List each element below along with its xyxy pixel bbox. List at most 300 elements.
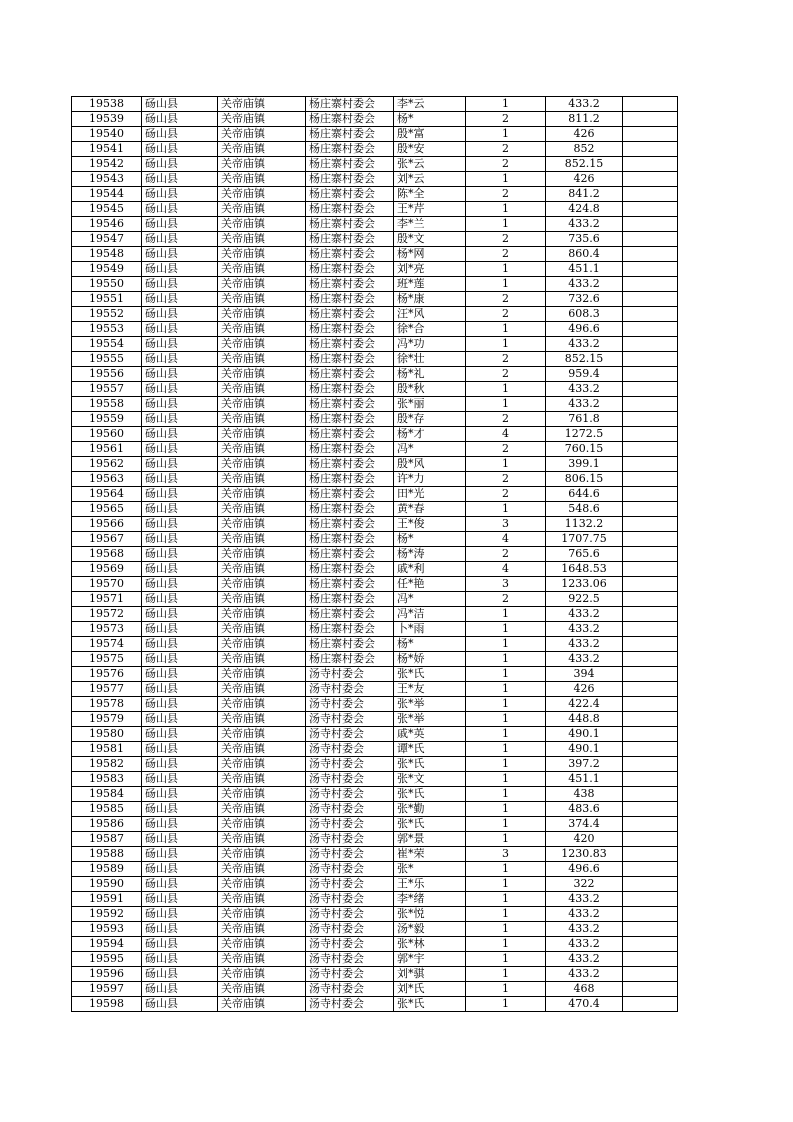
person-count-cell: 2 <box>466 442 546 457</box>
table-row <box>72 637 678 652</box>
name-cell: 冯* <box>394 442 466 457</box>
amount-cell: 496.6 <box>546 322 623 337</box>
person-count-cell: 2 <box>466 292 546 307</box>
person-count-cell: 1 <box>466 892 546 907</box>
person-count-cell: 1 <box>466 337 546 352</box>
town-cell: 关帝庙镇 <box>218 502 306 517</box>
amount-cell: 548.6 <box>546 502 623 517</box>
amount-cell: 426 <box>546 172 623 187</box>
name-cell: 杨*网 <box>394 247 466 262</box>
name-cell: 张*举 <box>394 712 466 727</box>
village-committee-cell: 杨庄寨村委会 <box>306 532 394 547</box>
empty-cell <box>623 997 678 1012</box>
table-row <box>72 397 678 412</box>
amount-cell: 1233.06 <box>546 577 623 592</box>
village-committee-cell: 杨庄寨村委会 <box>306 397 394 412</box>
table-row <box>72 952 678 967</box>
table-row <box>72 472 678 487</box>
record-id-cell: 19580 <box>72 727 142 742</box>
table-row <box>72 322 678 337</box>
name-cell: 杨* <box>394 637 466 652</box>
county-cell: 砀山县 <box>142 502 218 517</box>
record-id-cell: 19541 <box>72 142 142 157</box>
table-row <box>72 457 678 472</box>
town-cell: 关帝庙镇 <box>218 637 306 652</box>
village-committee-cell: 杨庄寨村委会 <box>306 607 394 622</box>
village-committee-cell: 杨庄寨村委会 <box>306 487 394 502</box>
village-committee-cell: 汤寺村委会 <box>306 847 394 862</box>
county-cell: 砀山县 <box>142 382 218 397</box>
village-committee-cell: 杨庄寨村委会 <box>306 187 394 202</box>
county-cell: 砀山县 <box>142 682 218 697</box>
county-cell: 砀山县 <box>142 622 218 637</box>
name-cell: 杨*涛 <box>394 547 466 562</box>
county-cell: 砀山县 <box>142 757 218 772</box>
record-id-cell: 19598 <box>72 997 142 1012</box>
amount-cell: 433.2 <box>546 217 623 232</box>
record-id-cell: 19557 <box>72 382 142 397</box>
county-cell: 砀山县 <box>142 127 218 142</box>
empty-cell <box>623 307 678 322</box>
table-row <box>72 742 678 757</box>
town-cell: 关帝庙镇 <box>218 352 306 367</box>
empty-cell <box>623 517 678 532</box>
village-committee-cell: 杨庄寨村委会 <box>306 367 394 382</box>
amount-cell: 644.6 <box>546 487 623 502</box>
town-cell: 关帝庙镇 <box>218 217 306 232</box>
village-committee-cell: 汤寺村委会 <box>306 697 394 712</box>
person-count-cell: 1 <box>466 787 546 802</box>
town-cell: 关帝庙镇 <box>218 517 306 532</box>
amount-cell: 1707.75 <box>546 532 623 547</box>
town-cell: 关帝庙镇 <box>218 652 306 667</box>
town-cell: 关帝庙镇 <box>218 892 306 907</box>
amount-cell: 397.2 <box>546 757 623 772</box>
village-committee-cell: 汤寺村委会 <box>306 802 394 817</box>
empty-cell <box>623 652 678 667</box>
record-id-cell: 19581 <box>72 742 142 757</box>
empty-cell <box>623 757 678 772</box>
name-cell: 杨*康 <box>394 292 466 307</box>
record-id-cell: 19553 <box>72 322 142 337</box>
empty-cell <box>623 982 678 997</box>
table-row <box>72 607 678 622</box>
village-committee-cell: 杨庄寨村委会 <box>306 382 394 397</box>
amount-cell: 760.15 <box>546 442 623 457</box>
amount-cell: 852.15 <box>546 157 623 172</box>
record-id-cell: 19584 <box>72 787 142 802</box>
county-cell: 砀山县 <box>142 577 218 592</box>
village-committee-cell: 杨庄寨村委会 <box>306 577 394 592</box>
table-row <box>72 352 678 367</box>
county-cell: 砀山县 <box>142 922 218 937</box>
amount-cell: 732.6 <box>546 292 623 307</box>
name-cell: 许*力 <box>394 472 466 487</box>
table-row <box>72 817 678 832</box>
person-count-cell: 1 <box>466 907 546 922</box>
table-row <box>72 232 678 247</box>
name-cell: 张*氏 <box>394 667 466 682</box>
village-committee-cell: 汤寺村委会 <box>306 667 394 682</box>
name-cell: 张*氏 <box>394 817 466 832</box>
table-row <box>72 187 678 202</box>
record-id-cell: 19558 <box>72 397 142 412</box>
table-row <box>72 997 678 1012</box>
county-cell: 砀山县 <box>142 367 218 382</box>
village-committee-cell: 杨庄寨村委会 <box>306 97 394 112</box>
table-row <box>72 292 678 307</box>
person-count-cell: 1 <box>466 637 546 652</box>
person-count-cell: 2 <box>466 352 546 367</box>
amount-cell: 433.2 <box>546 397 623 412</box>
table-row <box>72 757 678 772</box>
record-id-cell: 19596 <box>72 967 142 982</box>
person-count-cell: 2 <box>466 412 546 427</box>
county-cell: 砀山县 <box>142 307 218 322</box>
village-committee-cell: 汤寺村委会 <box>306 787 394 802</box>
county-cell: 砀山县 <box>142 262 218 277</box>
village-committee-cell: 杨庄寨村委会 <box>306 202 394 217</box>
person-count-cell: 4 <box>466 532 546 547</box>
name-cell: 杨* <box>394 532 466 547</box>
name-cell: 刘*骐 <box>394 967 466 982</box>
person-count-cell: 3 <box>466 577 546 592</box>
county-cell: 砀山县 <box>142 517 218 532</box>
record-id-cell: 19539 <box>72 112 142 127</box>
town-cell: 关帝庙镇 <box>218 622 306 637</box>
record-id-cell: 19567 <box>72 532 142 547</box>
amount-cell: 735.6 <box>546 232 623 247</box>
county-cell: 砀山县 <box>142 187 218 202</box>
empty-cell <box>623 562 678 577</box>
record-id-cell: 19573 <box>72 622 142 637</box>
empty-cell <box>623 157 678 172</box>
empty-cell <box>623 172 678 187</box>
county-cell: 砀山县 <box>142 877 218 892</box>
name-cell: 郭*景 <box>394 832 466 847</box>
empty-cell <box>623 727 678 742</box>
person-count-cell: 1 <box>466 607 546 622</box>
county-cell: 砀山县 <box>142 352 218 367</box>
person-count-cell: 1 <box>466 217 546 232</box>
record-id-cell: 19597 <box>72 982 142 997</box>
amount-cell: 470.4 <box>546 997 623 1012</box>
village-committee-cell: 杨庄寨村委会 <box>306 277 394 292</box>
town-cell: 关帝庙镇 <box>218 757 306 772</box>
amount-cell: 1272.5 <box>546 427 623 442</box>
table-row <box>72 517 678 532</box>
village-committee-cell: 汤寺村委会 <box>306 712 394 727</box>
amount-cell: 433.2 <box>546 907 623 922</box>
name-cell: 张*勤 <box>394 802 466 817</box>
county-cell: 砀山县 <box>142 457 218 472</box>
county-cell: 砀山县 <box>142 157 218 172</box>
name-cell: 李*绪 <box>394 892 466 907</box>
town-cell: 关帝庙镇 <box>218 937 306 952</box>
town-cell: 关帝庙镇 <box>218 532 306 547</box>
record-id-cell: 19568 <box>72 547 142 562</box>
county-cell: 砀山县 <box>142 862 218 877</box>
record-id-cell: 19586 <box>72 817 142 832</box>
person-count-cell: 1 <box>466 667 546 682</box>
record-id-cell: 19551 <box>72 292 142 307</box>
amount-cell: 424.8 <box>546 202 623 217</box>
person-count-cell: 1 <box>466 967 546 982</box>
person-count-cell: 1 <box>466 952 546 967</box>
empty-cell <box>623 772 678 787</box>
table-row <box>72 337 678 352</box>
empty-cell <box>623 322 678 337</box>
person-count-cell: 1 <box>466 202 546 217</box>
person-count-cell: 1 <box>466 172 546 187</box>
name-cell: 张*云 <box>394 157 466 172</box>
town-cell: 关帝庙镇 <box>218 742 306 757</box>
empty-cell <box>623 292 678 307</box>
name-cell: 班*莲 <box>394 277 466 292</box>
amount-cell: 765.6 <box>546 547 623 562</box>
amount-cell: 433.2 <box>546 637 623 652</box>
empty-cell <box>623 472 678 487</box>
amount-cell: 852.15 <box>546 352 623 367</box>
person-count-cell: 2 <box>466 112 546 127</box>
empty-cell <box>623 547 678 562</box>
record-id-cell: 19583 <box>72 772 142 787</box>
name-cell: 刘*亮 <box>394 262 466 277</box>
table-row <box>72 202 678 217</box>
town-cell: 关帝庙镇 <box>218 982 306 997</box>
table-row <box>72 262 678 277</box>
county-cell: 砀山县 <box>142 982 218 997</box>
amount-cell: 322 <box>546 877 623 892</box>
person-count-cell: 1 <box>466 937 546 952</box>
record-id-cell: 19546 <box>72 217 142 232</box>
table-row <box>72 622 678 637</box>
town-cell: 关帝庙镇 <box>218 592 306 607</box>
town-cell: 关帝庙镇 <box>218 397 306 412</box>
county-cell: 砀山县 <box>142 562 218 577</box>
person-count-cell: 1 <box>466 742 546 757</box>
town-cell: 关帝庙镇 <box>218 157 306 172</box>
table-row <box>72 412 678 427</box>
empty-cell <box>623 712 678 727</box>
person-count-cell: 3 <box>466 847 546 862</box>
empty-cell <box>623 112 678 127</box>
town-cell: 关帝庙镇 <box>218 817 306 832</box>
record-id-cell: 19555 <box>72 352 142 367</box>
amount-cell: 860.4 <box>546 247 623 262</box>
record-id-cell: 19544 <box>72 187 142 202</box>
amount-cell: 1230.83 <box>546 847 623 862</box>
person-count-cell: 2 <box>466 232 546 247</box>
name-cell: 谭*氏 <box>394 742 466 757</box>
amount-cell: 468 <box>546 982 623 997</box>
empty-cell <box>623 532 678 547</box>
empty-cell <box>623 592 678 607</box>
county-cell: 砀山县 <box>142 832 218 847</box>
table-row <box>72 907 678 922</box>
table-row <box>72 682 678 697</box>
person-count-cell: 3 <box>466 517 546 532</box>
county-cell: 砀山县 <box>142 337 218 352</box>
amount-cell: 426 <box>546 682 623 697</box>
person-count-cell: 4 <box>466 427 546 442</box>
table-row <box>72 157 678 172</box>
record-id-cell: 19550 <box>72 277 142 292</box>
record-id-cell: 19588 <box>72 847 142 862</box>
amount-cell: 496.6 <box>546 862 623 877</box>
county-cell: 砀山县 <box>142 667 218 682</box>
name-cell: 李*兰 <box>394 217 466 232</box>
record-id-cell: 19545 <box>72 202 142 217</box>
county-cell: 砀山县 <box>142 892 218 907</box>
empty-cell <box>623 832 678 847</box>
empty-cell <box>623 877 678 892</box>
record-id-cell: 19571 <box>72 592 142 607</box>
town-cell: 关帝庙镇 <box>218 172 306 187</box>
county-cell: 砀山县 <box>142 472 218 487</box>
amount-cell: 811.2 <box>546 112 623 127</box>
table-row <box>72 802 678 817</box>
county-cell: 砀山县 <box>142 997 218 1012</box>
empty-cell <box>623 742 678 757</box>
name-cell: 李*云 <box>394 97 466 112</box>
person-count-cell: 1 <box>466 697 546 712</box>
record-id-cell: 19562 <box>72 457 142 472</box>
village-committee-cell: 杨庄寨村委会 <box>306 637 394 652</box>
person-count-cell: 2 <box>466 367 546 382</box>
record-id-cell: 19570 <box>72 577 142 592</box>
name-cell: 张*氏 <box>394 787 466 802</box>
county-cell: 砀山县 <box>142 952 218 967</box>
village-committee-cell: 杨庄寨村委会 <box>306 247 394 262</box>
county-cell: 砀山县 <box>142 532 218 547</box>
record-id-cell: 19592 <box>72 907 142 922</box>
county-cell: 砀山县 <box>142 772 218 787</box>
village-committee-cell: 杨庄寨村委会 <box>306 127 394 142</box>
empty-cell <box>623 862 678 877</box>
town-cell: 关帝庙镇 <box>218 232 306 247</box>
empty-cell <box>623 442 678 457</box>
record-id-cell: 19543 <box>72 172 142 187</box>
county-cell: 砀山县 <box>142 247 218 262</box>
empty-cell <box>623 187 678 202</box>
record-id-cell: 19561 <box>72 442 142 457</box>
person-count-cell: 1 <box>466 382 546 397</box>
name-cell: 殷*文 <box>394 232 466 247</box>
amount-cell: 433.2 <box>546 937 623 952</box>
person-count-cell: 1 <box>466 97 546 112</box>
table-row <box>72 142 678 157</box>
record-id-cell: 19563 <box>72 472 142 487</box>
village-committee-cell: 杨庄寨村委会 <box>306 232 394 247</box>
data-table <box>71 96 678 1012</box>
county-cell: 砀山县 <box>142 277 218 292</box>
record-id-cell: 19574 <box>72 637 142 652</box>
village-committee-cell: 杨庄寨村委会 <box>306 652 394 667</box>
county-cell: 砀山县 <box>142 292 218 307</box>
empty-cell <box>623 787 678 802</box>
record-id-cell: 19582 <box>72 757 142 772</box>
county-cell: 砀山县 <box>142 712 218 727</box>
county-cell: 砀山县 <box>142 202 218 217</box>
amount-cell: 490.1 <box>546 742 623 757</box>
record-id-cell: 19554 <box>72 337 142 352</box>
town-cell: 关帝庙镇 <box>218 727 306 742</box>
county-cell: 砀山县 <box>142 637 218 652</box>
empty-cell <box>623 952 678 967</box>
town-cell: 关帝庙镇 <box>218 667 306 682</box>
table-row <box>72 127 678 142</box>
amount-cell: 433.2 <box>546 967 623 982</box>
village-committee-cell: 杨庄寨村委会 <box>306 322 394 337</box>
table-row <box>72 547 678 562</box>
county-cell: 砀山县 <box>142 907 218 922</box>
amount-cell: 433.2 <box>546 892 623 907</box>
table-row <box>72 427 678 442</box>
amount-cell: 1132.2 <box>546 517 623 532</box>
person-count-cell: 1 <box>466 877 546 892</box>
record-id-cell: 19591 <box>72 892 142 907</box>
person-count-cell: 1 <box>466 817 546 832</box>
name-cell: 张*氏 <box>394 997 466 1012</box>
person-count-cell: 1 <box>466 922 546 937</box>
town-cell: 关帝庙镇 <box>218 862 306 877</box>
town-cell: 关帝庙镇 <box>218 607 306 622</box>
village-committee-cell: 汤寺村委会 <box>306 742 394 757</box>
empty-cell <box>623 142 678 157</box>
town-cell: 关帝庙镇 <box>218 877 306 892</box>
village-committee-cell: 杨庄寨村委会 <box>306 292 394 307</box>
town-cell: 关帝庙镇 <box>218 802 306 817</box>
village-committee-cell: 杨庄寨村委会 <box>306 442 394 457</box>
town-cell: 关帝庙镇 <box>218 832 306 847</box>
empty-cell <box>623 682 678 697</box>
record-id-cell: 19565 <box>72 502 142 517</box>
person-count-cell: 2 <box>466 187 546 202</box>
amount-cell: 490.1 <box>546 727 623 742</box>
town-cell: 关帝庙镇 <box>218 847 306 862</box>
town-cell: 关帝庙镇 <box>218 547 306 562</box>
empty-cell <box>623 352 678 367</box>
empty-cell <box>623 967 678 982</box>
amount-cell: 433.2 <box>546 277 623 292</box>
empty-cell <box>623 577 678 592</box>
person-count-cell: 1 <box>466 772 546 787</box>
amount-cell: 438 <box>546 787 623 802</box>
town-cell: 关帝庙镇 <box>218 127 306 142</box>
town-cell: 关帝庙镇 <box>218 487 306 502</box>
person-count-cell: 2 <box>466 142 546 157</box>
county-cell: 砀山县 <box>142 217 218 232</box>
person-count-cell: 1 <box>466 712 546 727</box>
town-cell: 关帝庙镇 <box>218 337 306 352</box>
village-committee-cell: 汤寺村委会 <box>306 922 394 937</box>
table-row <box>72 772 678 787</box>
table-row <box>72 892 678 907</box>
village-committee-cell: 汤寺村委会 <box>306 757 394 772</box>
county-cell: 砀山县 <box>142 697 218 712</box>
name-cell: 殷*风 <box>394 457 466 472</box>
village-committee-cell: 杨庄寨村委会 <box>306 562 394 577</box>
empty-cell <box>623 802 678 817</box>
person-count-cell: 1 <box>466 832 546 847</box>
amount-cell: 433.2 <box>546 952 623 967</box>
town-cell: 关帝庙镇 <box>218 712 306 727</box>
town-cell: 关帝庙镇 <box>218 367 306 382</box>
name-cell: 张*举 <box>394 697 466 712</box>
county-cell: 砀山县 <box>142 397 218 412</box>
person-count-cell: 1 <box>466 652 546 667</box>
